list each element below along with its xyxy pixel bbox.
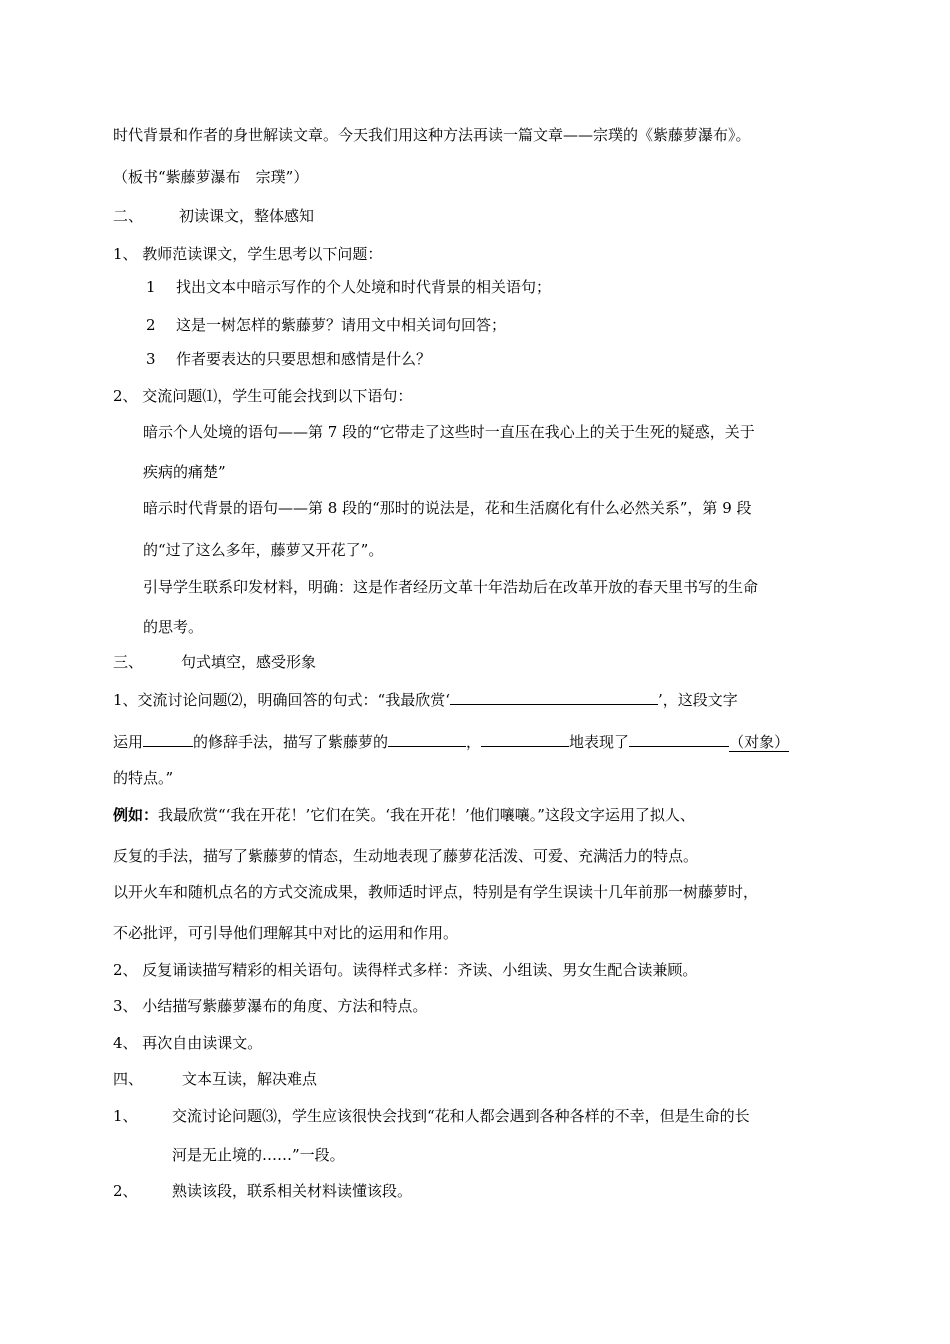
item-text: 交流讨论问题⑶，学生应该很快会找到“花和人都会遇到各种各样的不幸，但是生命的长 (172, 1107, 750, 1125)
question-item (146, 349, 431, 369)
numbered-item (113, 1106, 750, 1126)
sentence-part: 的修辞手法，描写了紫藤萝的 (193, 733, 389, 751)
blank-line (450, 688, 658, 705)
section-number: 四、 (113, 1070, 144, 1088)
question-text: 这是一树怎样的紫藤萝？请用文中相关词句回答； (176, 316, 507, 334)
text-line: 不必批评，可引导他们理解其中对比的运用和作用。 (113, 924, 459, 942)
fill-in-sentence (113, 688, 738, 710)
text-line: 的思考。 (143, 618, 204, 636)
text-line: 的“过了这么多年，藤萝又开花了”。 (143, 541, 384, 559)
item-text: 熟读该段，联系相关材料读懂该段。 (172, 1182, 413, 1200)
section-number: 三、 (113, 653, 144, 671)
sentence-part: （对象） (729, 733, 790, 751)
example-line (113, 805, 695, 825)
text-line: 河是无止境的……”一段。 (172, 1146, 345, 1164)
blank-line (388, 730, 466, 747)
blank-line (143, 730, 193, 747)
question-text: 找出文本中暗示写作的个人处境和时代背景的相关语句； (176, 278, 552, 296)
sentence-part: 地表现了 (569, 733, 630, 751)
question-number: 3 (146, 350, 156, 368)
item-number: 2、 (113, 1182, 138, 1200)
sentence-part: 1、交流讨论问题⑵，明确回答的句式：“我最欣赏‘ (113, 691, 450, 709)
question-text: 作者要表达的只要思想和感情是什么？ (176, 350, 432, 368)
numbered-item (113, 1181, 412, 1201)
section-heading (113, 206, 314, 226)
text-line: 反复的手法，描写了紫藤萝的情态，生动地表现了藤萝花活泼、可爱、充满活力的特点。 (113, 847, 699, 865)
text-line: 暗示时代背景的语句——第 8 段的“那时的说法是，花和生活腐化有什么必然关系”，第 9 段 (143, 499, 752, 517)
item-number: 1、 (113, 1107, 138, 1125)
example-label: 例如： (113, 806, 159, 824)
text-line: 疾病的痛楚” (143, 463, 226, 481)
sentence-part: ， (466, 733, 482, 751)
text-line: 3、 小结描写紫藤萝瀑布的角度、方法和特点。 (113, 997, 428, 1015)
section-number: 二、 (113, 207, 144, 225)
text-line: 4、 再次自由读课文。 (113, 1034, 263, 1052)
fill-in-sentence (113, 730, 789, 752)
blank-line (481, 730, 569, 747)
question-item (146, 277, 551, 297)
sentence-part: 运用 (113, 733, 144, 751)
section-heading (113, 1069, 317, 1089)
text-line: 暗示个人处境的语句——第 7 段的“它带走了这些时一直压在我心上的关于生死的疑惑，关于 (143, 423, 755, 441)
text-line: 2、 交流问题⑴，学生可能会找到以下语句： (113, 387, 413, 405)
text-line: （板书“紫藤萝瀑布 宗璞”） (113, 168, 309, 186)
section-title: 句式填空，感受形象 (181, 653, 317, 671)
section-heading (113, 652, 316, 672)
question-number: 2 (146, 316, 156, 334)
text-line: 1、 教师范读课文，学生思考以下问题： (113, 245, 383, 263)
sentence-part: ’，这段文字 (657, 691, 738, 709)
question-number: 1 (146, 278, 156, 296)
text-line: 引导学生联系印发材料，明确：这是作者经历文革十年浩劫后在改革开放的春天里书写的生命 (143, 578, 759, 596)
blank-line (629, 730, 729, 747)
text-line: 的特点。” (113, 769, 174, 787)
section-title: 初读课文，整体感知 (179, 207, 315, 225)
text-line: 2、 反复诵读描写精彩的相关语句。读得样式多样：齐读、小组读、男女生配合读兼顾。 (113, 961, 698, 979)
example-text: 我最欣赏“‘我在开花！’它们在笑。‘我在开花！’他们嚷嚷。”这段文字运用了拟人、 (158, 806, 695, 824)
question-item (146, 315, 506, 335)
section-title: 文本互读，解决难点 (182, 1070, 318, 1088)
text-line: 时代背景和作者的身世解读文章。今天我们用这种方法再读一篇文章——宗璞的《紫藤萝瀑布》。 (113, 126, 751, 144)
text-line: 以开火车和随机点名的方式交流成果，教师适时评点，特别是有学生误读十几年前那一树藤萝时， (113, 883, 759, 901)
